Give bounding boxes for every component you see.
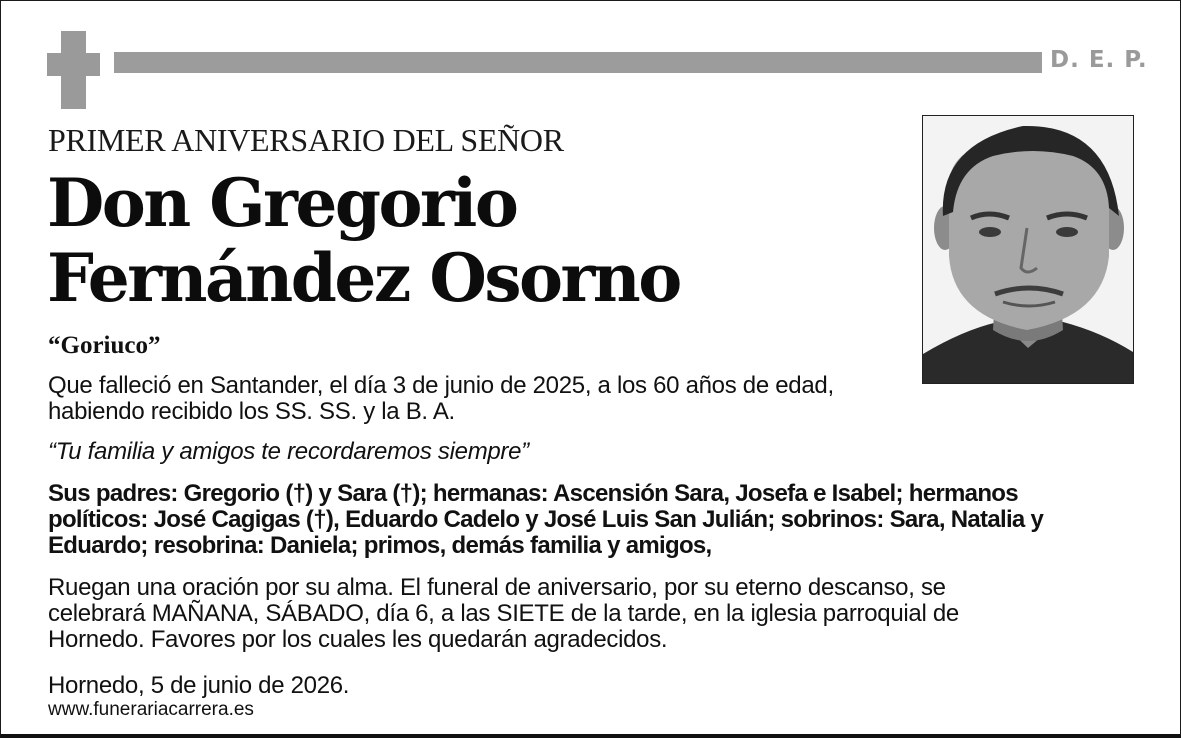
death-details-line: habiendo recibido los SS. SS. y la B. A. — [48, 398, 455, 425]
place-date: Hornedo, 5 de junio de 2026. — [48, 672, 350, 699]
nickname: “Goriuco” — [48, 332, 161, 359]
name-line-1: Don Gregorio — [47, 164, 517, 242]
memorial-quote: “Tu familia y amigos te recordaremos siempre” — [48, 438, 529, 465]
family-line: Eduardo; resobrina: Daniela; primos, demás familia y amigos, — [48, 532, 712, 559]
family-list — [48, 481, 1138, 559]
death-details — [48, 373, 928, 425]
website-link[interactable]: www.funerariacarrera.es — [48, 699, 254, 720]
dep-label: D. E. P. — [1050, 47, 1148, 73]
notice-subtitle: PRIMER ANIVERSARIO DEL SEÑOR — [48, 122, 564, 158]
deceased-name — [47, 166, 680, 316]
header-rule — [114, 52, 1042, 73]
portrait-photo — [922, 115, 1134, 384]
family-line: Sus padres: Gregorio (†) y Sara (†); hermanas: Ascensión Sara, Josefa e Isabel; hermanos — [48, 480, 1018, 507]
name-line-2: Fernández Osorno — [47, 239, 680, 317]
funeral-line: Hornedo. Favores por los cuales les quedarán agradecidos. — [48, 626, 668, 653]
family-line: políticos: José Cagigas (†), Eduardo Cadelo y José Luis San Julián; sobrinos: Sara, Natalia y — [48, 506, 1044, 533]
funeral-details — [48, 575, 1138, 653]
death-details-line: Que falleció en Santander, el día 3 de junio de 2025, a los 60 años de edad, — [48, 372, 834, 399]
cross-icon-arm — [47, 53, 100, 76]
funeral-line: Ruegan una oración por su alma. El funeral de aniversario, por su eterno descanso, se — [48, 574, 946, 601]
funeral-line: celebrará MAÑANA, SÁBADO, día 6, a las SIETE de la tarde, en la iglesia parroquial de — [48, 600, 959, 627]
